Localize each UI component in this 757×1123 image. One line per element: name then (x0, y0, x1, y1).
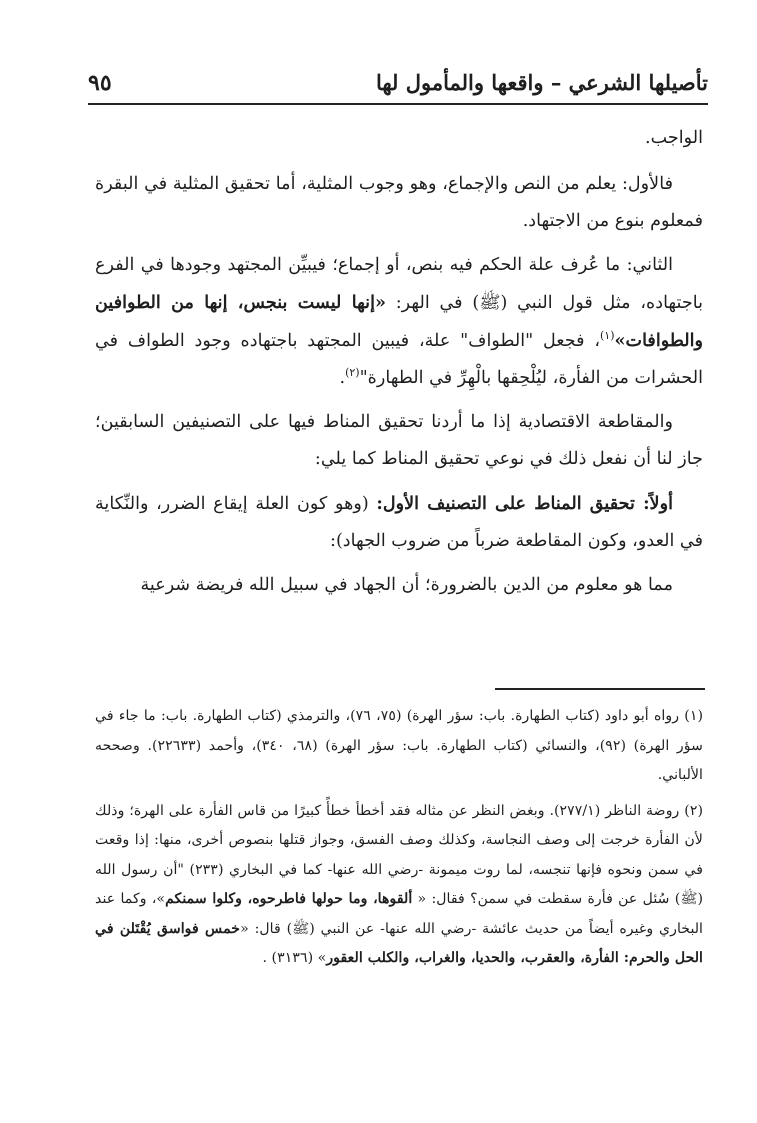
running-title: تأصيلها الشرعي – واقعها والمأمول لها (375, 70, 708, 95)
footnote-ref-2: (٢) (345, 366, 360, 380)
footnote-1: (١) رواه أبو داود (كتاب الطهارة. باب: سؤر الهرة) (٧٥، ٧٦)، والترمذي (كتاب الطهارة. باب: ما جاء في سؤر الهرة) (٩٢)، والنسائي (كتاب الطهارة. باب: سؤر الهرة) (٦٨، ٣٤٠)، وأحمد (٢٢٦٣٣). وصححه الألباني. (95, 708, 703, 783)
section-heading-rest: (وهو كون العلة إيقاع الضرر، والنِّكاية في العدو، وكون المقاطعة ضرباً من ضروب الجهاد): (95, 494, 703, 551)
page-header (88, 66, 708, 100)
page-number: ٩٥ (88, 70, 112, 96)
paragraph-end: . (339, 368, 346, 388)
hadith-quote: ألقوها، وما حولها فاطرحوه، وكلوا سمنكم (165, 891, 413, 907)
footnote-text: »، وكما عند البخاري وغيره أيضاً من حديث عائشة -رضي الله عنها- عن النبي (ﷺ) قال: « (95, 891, 703, 937)
hadith-quote: «إنها ليست بنجس، إنها من الطوافين والطوافات» (95, 292, 703, 351)
section-heading: أولاً: تحقيق المناط على التصنيف الأول: (376, 493, 673, 514)
footnotes (95, 702, 703, 980)
main-text (95, 120, 703, 611)
footnote-separator (495, 688, 705, 690)
paragraph-second-type (95, 247, 703, 397)
paragraph-section-first (95, 485, 703, 560)
paragraph-text: الثاني: ما عُرف علة الحكم فيه بنص، أو إجماع؛ فيبيِّن المجتهد وجودها في الفرع باجتهاده، مثل قول النبي (ﷺ) في الهر: (95, 255, 703, 313)
hadith-quote: خمس فواسق يُقْتَلن في الحل والحرم: الفأرة، والعقرب، والحديا، والغراب، والكلب العقور (95, 920, 703, 966)
paragraph-continuation: الواجب. (645, 128, 703, 148)
paragraph-first-type: فالأول: يعلم من النص والإجماع، وهو وجوب المثلية، أما تحقيق المثلية في البقرة فمعلوم بنوع من الاجتهاد. (95, 174, 703, 231)
paragraph-boycott: والمقاطعة الاقتصادية إذا ما أردنا تحقيق المناط فيها على التصنيفين السابقين؛ جاز لنا أن نفعل ذلك في نوعي تحقيق المناط كما يلي: (95, 412, 703, 469)
footnote-2 (95, 797, 703, 974)
footnote-ref-1: (١) (600, 329, 615, 343)
paragraph-jihad: مما هو معلوم من الدين بالضرورة؛ أن الجهاد في سبيل الله فريضة شرعية (140, 575, 673, 595)
header-rule (88, 103, 708, 105)
footnote-text: (٢) روضة الناظر (٢٧٧/١). وبغض النظر عن مثاله فقد أخطأ خطأً كبيرًا من قاس الفأرة على الهرة؛ وذلك لأن الفأرة خرجت إلى وصف النجاسة، وكذلك وصف الفسق، وجواز قتلها بنصوص أخرى، منها: إذا وقعت في سمن ونحوه فإنها تنجسه، لما روت ميمونة -رضي الله عنها- كما في البخاري (٢٣٣) "أن رسول الله (ﷺ) سُئل عن فأرة سقطت في سمن؟ فقال: « (95, 802, 704, 907)
paragraph-text: ، فجعل "الطواف" علة، فيبين المجتهد باجتهاده وجود الطواف في الحشرات من الفأرة، ليُلْحِقها بالْهِرِّ في الطهارة" (95, 331, 703, 388)
footnote-text: » (٣١٣٦) . (262, 950, 327, 966)
